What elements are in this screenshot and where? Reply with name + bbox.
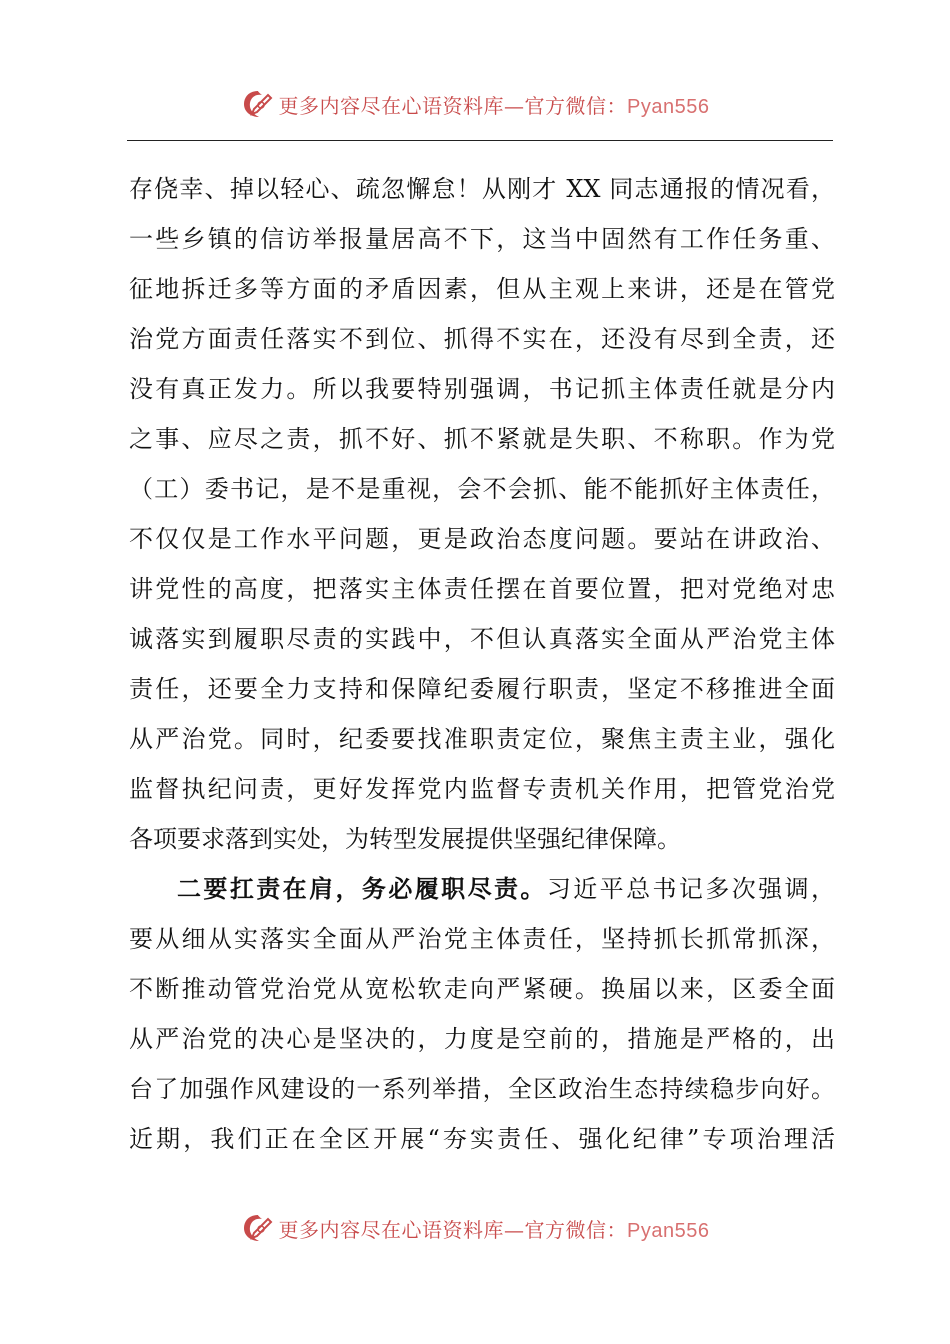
pen-logo-icon <box>241 1211 275 1245</box>
text-line: 要从细从实落实全面从严治党主体责任，坚持抓长抓常抓深， <box>129 925 835 953</box>
text-line: （工）委书记，是不是重视，会不会抓、能不能抓好主体责任， <box>129 475 835 503</box>
paragraph-2-first-line <box>129 864 835 914</box>
text-line: 征地拆迁多等方面的矛盾因素，但从主观上来讲，还是在管党 <box>129 275 835 303</box>
text-line: 讲党性的高度，把落实主体责任摆在首要位置，把对党绝对忠 <box>129 575 835 603</box>
text-line: 治党方面责任落实不到位、抓得不实在，还没有尽到全责，还 <box>129 325 835 353</box>
header-divider <box>127 140 833 141</box>
text-line: 近期，我们正在全区开展“夯实责任、强化纪律”专项治理活 <box>129 1125 835 1153</box>
text-line: 监督执纪问责，更好发挥党内监督专责机关作用，把管党治党 <box>129 775 835 803</box>
text-line: 一些乡镇的信访举报量居高不下，这当中固然有工作任务重、 <box>129 225 835 253</box>
paragraph-text: 习近平总书记多次强调， <box>546 875 836 903</box>
text-line: 各项要求落到实处，为转型发展提供坚强纪律保障。 <box>129 825 681 853</box>
text-line: 台了加强作风建设的一系列举措，全区政治生态持续稳步向好。 <box>129 1075 835 1103</box>
text-line: 不断推动管党治党从宽松软走向严紧硬。换届以来，区委全面 <box>129 975 835 1003</box>
text-line: 诚落实到履职尽责的实践中，不但认真落实全面从严治党主体 <box>129 625 835 653</box>
text-line: 责任，还要全力支持和保障纪委履行职责，坚定不移推进全面 <box>129 675 835 703</box>
text-line: 不仅仅是工作水平问题，更是政治态度问题。要站在讲政治、 <box>129 525 835 553</box>
footer-banner <box>0 1208 950 1248</box>
text-line: 没有真正发力。所以我要特别强调，书记抓主体责任就是分内 <box>129 375 835 403</box>
text-line: 存侥幸、掉以轻心、疏忽懈怠！从刚才 XX 同志通报的情况看， <box>129 175 835 203</box>
text-line: 从严治党的决心是坚决的，力度是空前的，措施是严格的，出 <box>129 1025 835 1053</box>
header-banner <box>0 84 950 124</box>
header-text: 更多内容尽在心语资料库—官方微信：Pyan556 <box>278 93 710 118</box>
footer-text: 更多内容尽在心语资料库—官方微信：Pyan556 <box>278 1217 710 1242</box>
paragraph-heading: 二要扛责在肩，务必履职尽责。 <box>177 874 547 903</box>
text-line: 从严治党。同时，纪委要找准职责定位，聚焦主责主业，强化 <box>129 725 835 753</box>
text-line: 之事、应尽之责，抓不好、抓不紧就是失职、不称职。作为党 <box>129 425 835 453</box>
pen-logo-icon <box>241 87 275 121</box>
document-body <box>129 164 835 1164</box>
